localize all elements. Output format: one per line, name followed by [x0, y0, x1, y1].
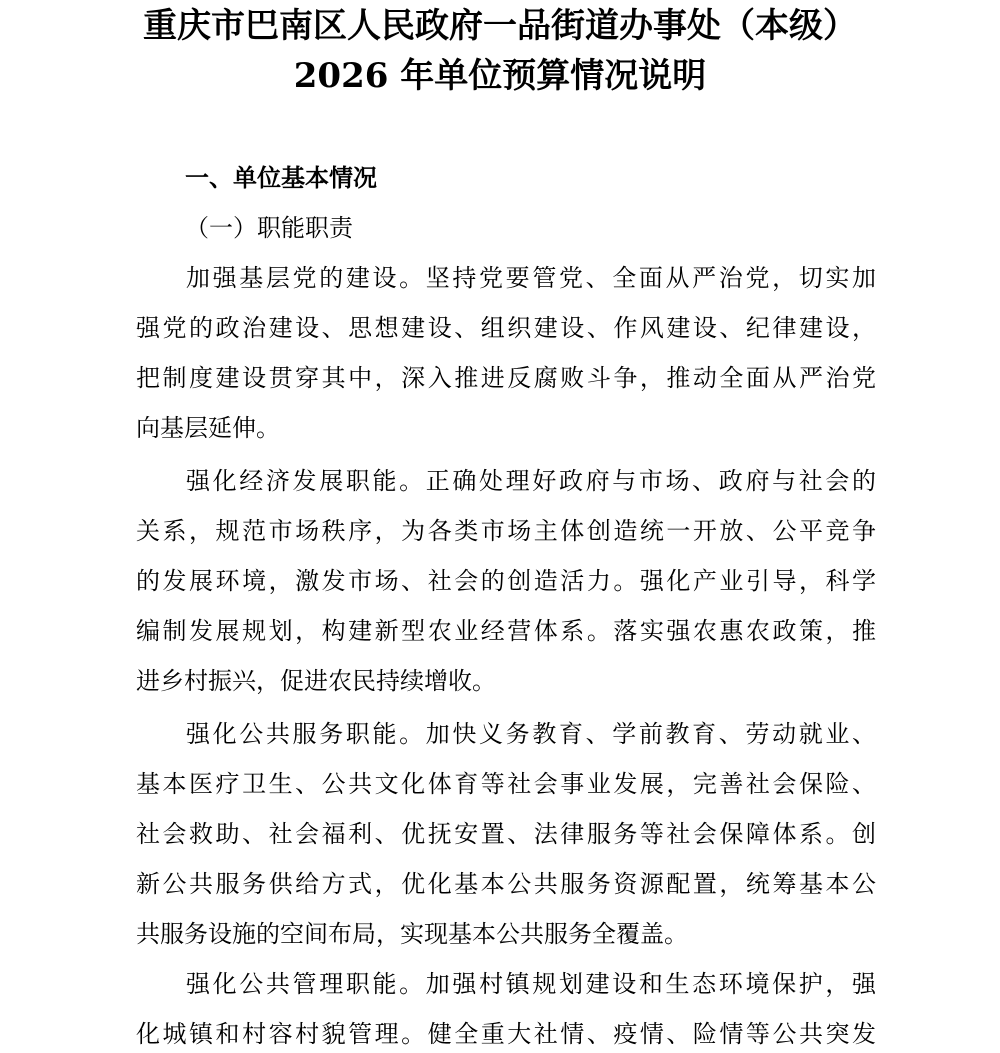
- section-heading-basic-info: 一、单位基本情况: [185, 163, 377, 192]
- paragraph-line: 基本医疗卫生、公共文化体育等社会事业发展，完善社会保险、: [136, 770, 876, 798]
- paragraph-line: 社会救助、社会福利、优抚安置、法律服务等社会保障体系。创: [136, 820, 876, 848]
- paragraph-line: 强化经济发展职能。正确处理好政府与市场、政府与社会的: [186, 467, 876, 495]
- paragraph-line: 新公共服务供给方式，优化基本公共服务资源配置，统筹基本公: [136, 870, 876, 898]
- document-title-line-1: 重庆市巴南区人民政府一品街道办事处（本级）: [143, 6, 857, 46]
- paragraph-line: 的发展环境，激发市场、社会的创造活力。强化产业引导，科学: [136, 567, 876, 595]
- paragraph-line: 向基层延伸。: [136, 414, 280, 442]
- paragraph-line: 化城镇和村容村貌管理。健全重大社情、疫情、险情等公共突发: [136, 1020, 876, 1048]
- paragraph-line: 加强基层党的建设。坚持党要管党、全面从严治党，切实加: [186, 264, 876, 292]
- paragraph-line: 进乡村振兴，促进农民持续增收。: [136, 667, 496, 695]
- paragraph-line: 强化公共管理职能。加强村镇规划建设和生态环境保护，强: [186, 970, 876, 998]
- paragraph-line: 强党的政治建设、思想建设、组织建设、作风建设、纪律建设，: [136, 314, 876, 342]
- subsection-heading-functions: （一）职能职责: [185, 214, 353, 242]
- paragraph-line: 把制度建设贯穿其中，深入推进反腐败斗争，推动全面从严治党: [136, 364, 876, 392]
- paragraph-line: 共服务设施的空间布局，实现基本公共服务全覆盖。: [136, 920, 688, 948]
- paragraph-line: 编制发展规划，构建新型农业经营体系。落实强农惠农政策，推: [136, 617, 876, 645]
- paragraph-line: 强化公共服务职能。加快义务教育、学前教育、劳动就业、: [186, 720, 876, 748]
- paragraph-line: 关系，规范市场秩序，为各类市场主体创造统一开放、公平竞争: [136, 517, 876, 545]
- document-title-line-2: 2026 年单位预算情况说明: [293, 56, 707, 96]
